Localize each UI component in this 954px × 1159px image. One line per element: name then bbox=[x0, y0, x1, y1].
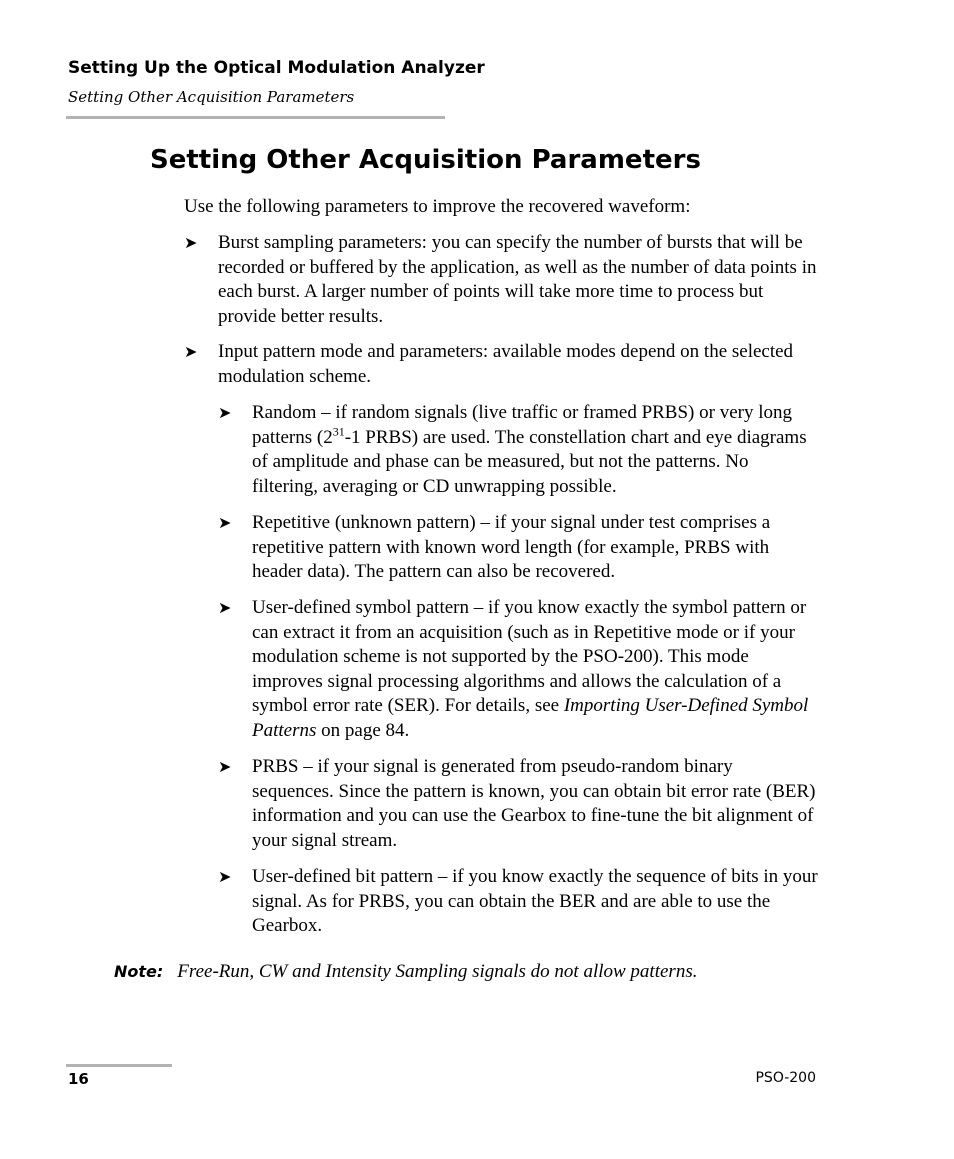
list-item-text: Burst sampling parameters: you can specify the number of bursts that will be recorded or buffered by the application, as well as the number of data points in each burst. A larger number of points will take more time to process but provide better results. bbox=[218, 232, 817, 327]
note bbox=[114, 960, 854, 985]
arrowhead-icon: ➤ bbox=[218, 513, 232, 532]
intro-paragraph: Use the following parameters to improve the recovered waveform: bbox=[184, 196, 691, 217]
sub-list-item bbox=[218, 755, 818, 853]
product-name: PSO-200 bbox=[755, 1070, 816, 1086]
page-title: Setting Other Acquisition Parameters bbox=[150, 145, 701, 175]
sub-list-item-text-cont: -1 PRBS) are used. The constellation chart and eye diagrams of amplitude and phase can be measured, but not the patterns. No filtering, averaging or CD unwrapping possible. bbox=[252, 426, 807, 497]
sub-list-item-text: PRBS – if your signal is generated from pseudo-random binary sequences. Since the pattern is known, you can obtain bit error rate (BER) information and you can use the Gearbox to fine-tune the bit alignment of your signal stream. bbox=[252, 756, 816, 851]
arrowhead-icon: ➤ bbox=[218, 757, 232, 776]
cross-reference-link[interactable]: Importing User-Defined Symbol Patterns bbox=[252, 695, 809, 741]
list-item-text: Input pattern mode and parameters: available modes depend on the selected modulation scheme. bbox=[218, 341, 794, 387]
chapter-title: Setting Up the Optical Modulation Analyzer bbox=[68, 58, 485, 78]
sub-list-item bbox=[218, 865, 818, 939]
arrowhead-icon: ➤ bbox=[218, 867, 232, 886]
sub-list-item bbox=[218, 511, 818, 585]
page-number: 16 bbox=[68, 1070, 89, 1088]
arrowhead-icon: ➤ bbox=[218, 598, 232, 617]
sub-list-item bbox=[218, 401, 818, 499]
sub-list-item bbox=[218, 596, 818, 744]
section-running-title: Setting Other Acquisition Parameters bbox=[68, 88, 355, 106]
arrowhead-icon: ➤ bbox=[184, 342, 198, 361]
sub-list-item-text: Random – if random signals (live traffic or framed PRBS) or very long patterns (2 bbox=[252, 402, 792, 448]
note-label: Note: bbox=[114, 962, 164, 981]
sub-list-item-text: Repetitive (unknown pattern) – if your signal under test comprises a repetitive pattern with known word length (for example, PRBS with header data). The pattern can also be recovered. bbox=[252, 512, 771, 583]
list-item bbox=[184, 340, 818, 389]
page-reference: on page 84. bbox=[316, 719, 410, 741]
exponent: 31 bbox=[332, 424, 345, 439]
header-rule bbox=[66, 116, 445, 119]
arrowhead-icon: ➤ bbox=[218, 403, 232, 422]
sub-list-item-text: User-defined symbol pattern – if you know exactly the symbol pattern or can extract it from an acquisition (such as in Repetitive mode or if your modulation scheme is not supported by the PSO-200). This mode improves signal processing algorithms and allows the calculation of a symbol error rate (SER). For details, see bbox=[252, 597, 807, 717]
sub-list-item-text: User-defined bit pattern – if you know exactly the sequence of bits in your signal. As for PRBS, you can obtain the BER and are able to use the Gearbox. bbox=[252, 866, 818, 937]
footer-rule bbox=[66, 1064, 172, 1067]
note-text: Free-Run, CW and Intensity Sampling signals do not allow patterns. bbox=[177, 961, 698, 982]
list-item bbox=[184, 231, 818, 329]
arrowhead-icon: ➤ bbox=[184, 233, 198, 252]
